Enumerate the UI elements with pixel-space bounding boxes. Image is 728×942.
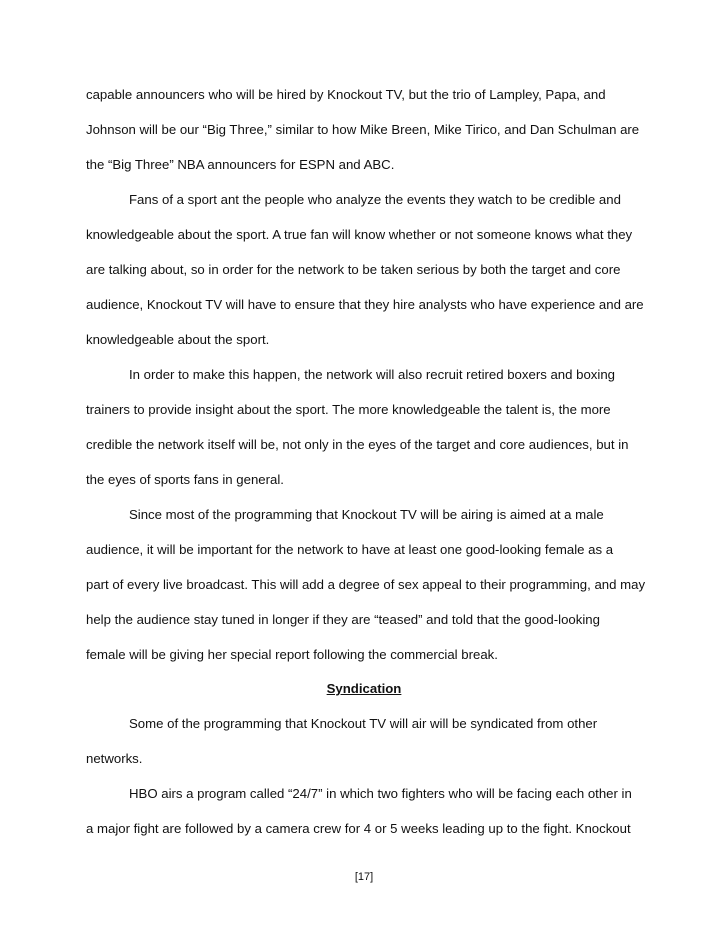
body-line: the “Big Three” NBA announcers for ESPN and ABC. — [86, 157, 395, 172]
body-line: networks. — [86, 751, 143, 766]
body-line: are talking about, so in order for the network to be taken serious by both the target and core — [86, 262, 621, 277]
body-line: trainers to provide insight about the sport. The more knowledgeable the talent is, the more — [86, 402, 611, 417]
body-line: part of every live broadcast. This will add a degree of sex appeal to their programming, and may — [86, 577, 646, 592]
paragraph-first-line: HBO airs a program called “24/7” in which two fighters who will be facing each other in — [129, 786, 632, 801]
body-line: credible the network itself will be, not only in the eyes of the target and core audiences, but in — [86, 437, 629, 452]
body-line: knowledgeable about the sport. A true fan will know whether or not someone knows what they — [86, 227, 633, 242]
body-line: audience, Knockout TV will have to ensure that they hire analysts who have experience and are — [86, 297, 644, 312]
body-line: Johnson will be our “Big Three,” similar to how Mike Breen, Mike Tirico, and Dan Schulman are — [86, 122, 640, 137]
body-line: the eyes of sports fans in general. — [86, 472, 284, 487]
body-line: capable announcers who will be hired by Knockout TV, but the trio of Lampley, Papa, and — [86, 87, 606, 102]
paragraph-first-line: Since most of the programming that Knockout TV will be airing is aimed at a male — [129, 507, 604, 522]
body-line: knowledgeable about the sport. — [86, 332, 270, 347]
page-number: [17] — [354, 871, 374, 883]
paragraph-first-line: In order to make this happen, the network will also recruit retired boxers and boxing — [129, 367, 615, 382]
body-line: audience, it will be important for the network to have at least one good-looking female as a — [86, 542, 614, 557]
body-line: help the audience stay tuned in longer if they are “teased” and told that the good-looking — [86, 612, 600, 627]
body-line: female will be giving her special report following the commercial break. — [86, 647, 498, 662]
paragraph-first-line: Fans of a sport ant the people who analyze the events they watch to be credible and — [129, 192, 621, 207]
section-heading: Syndication — [326, 681, 402, 696]
paragraph-first-line: Some of the programming that Knockout TV will air will be syndicated from other — [129, 716, 598, 731]
body-line: a major fight are followed by a camera crew for 4 or 5 weeks leading up to the fight. Knockout — [86, 821, 631, 836]
